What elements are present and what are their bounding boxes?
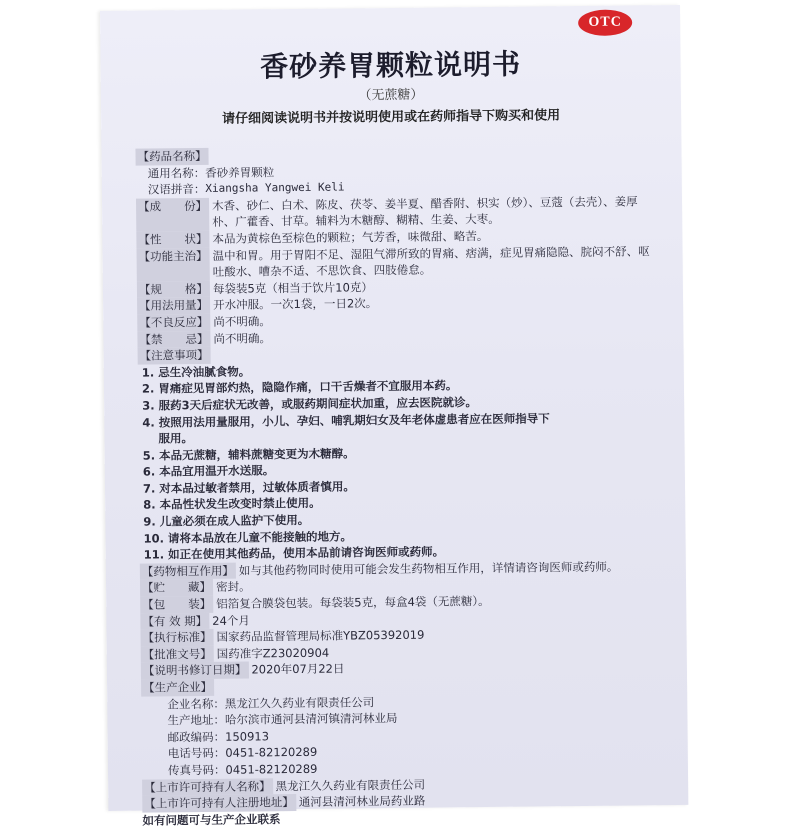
list-item: 6. 本品宜用温开水送服。 xyxy=(142,463,275,479)
section-value: 如与其他药物同时使用可能会发生药物相互作用，详情请咨询医师或药师。 xyxy=(238,559,619,578)
section-value: 开水冲服。一次1袋，一日2次。 xyxy=(213,296,378,313)
section-label: 【贮 藏】 xyxy=(140,579,213,596)
section-label: 【性 状】 xyxy=(136,231,209,248)
list-item: 4. 按照用法用量服用，小儿、孕妇、哺乳期妇女及年老体虚患者应在医师指导下 xyxy=(142,410,550,430)
section-label: 【生产企业】 xyxy=(141,679,214,696)
section-value: 通河县清河林业局药业路 xyxy=(298,793,426,810)
section-indications xyxy=(137,243,653,282)
section-value: 尚不明确。 xyxy=(213,330,272,346)
otc-badge: OTC xyxy=(578,9,632,36)
field-label: 生产地址： xyxy=(167,712,226,728)
section-value: 国家药品监督管理局标准YBZ05392019 xyxy=(216,627,425,645)
list-item: 7. 对本品过敏者禁用，过敏体质者慎用。 xyxy=(142,479,355,496)
section-label: 【禁 忌】 xyxy=(137,330,210,347)
section-label: 【有 效 期】 xyxy=(140,613,209,630)
usage-notice: 请仔细阅读说明书并按说明使用或在药师指导下购买和使用 xyxy=(222,108,561,127)
list-item: 5. 本品无蔗糖，辅料蔗糖变更为木糖醇。 xyxy=(142,446,355,463)
leaflet-body xyxy=(135,143,658,829)
list-item: 3. 服药3天后症状无改善，或服药期间症状加重，应去医院就诊。 xyxy=(142,395,478,413)
field-value: 香砂养胃颗粒 xyxy=(205,164,275,180)
footer-text: 如有问题可与生产企业联系 xyxy=(142,811,281,828)
section-label: 【包 装】 xyxy=(140,596,213,613)
section-label: 【注意事项】 xyxy=(138,347,211,364)
section-value: 国药准字Z23020904 xyxy=(216,645,330,661)
field-label: 传真号码： xyxy=(167,762,226,778)
list-item: 11. 如正在使用其他药品，使用本品前请咨询医师或药师。 xyxy=(143,544,445,562)
list-item-continuation: 服用。 xyxy=(158,431,194,446)
section-label: 【药物相互作用】 xyxy=(140,562,236,580)
list-item: 2. 胃痛症见胃部灼热，隐隐作痛，口干舌燥者不宜服用本药。 xyxy=(141,378,458,396)
page-title: 香砂养胃颗粒说明书 xyxy=(259,47,522,84)
list-item: 10. 请将本品放在儿童不能接触的地方。 xyxy=(143,529,352,546)
list-item: 9. 儿童必须在成人监护下使用。 xyxy=(143,512,310,529)
section-label: 【执行标准】 xyxy=(140,629,213,646)
list-item: 1. 忌生冷油腻食物。 xyxy=(141,364,251,380)
section-label: 【上市许可持有人注册地址】 xyxy=(142,794,296,812)
section-label: 【成 份】 xyxy=(136,198,209,232)
section-label: 【用法用量】 xyxy=(137,297,210,314)
section-value: 每袋装5克（相当于饮片10克） xyxy=(212,279,373,296)
field-value: 哈尔滨市通河县清河镇清河林业局 xyxy=(224,711,398,727)
section-value: 黑龙江久久药业有限责任公司 xyxy=(275,777,426,793)
field-label: 电话号码： xyxy=(167,746,226,761)
field-value: 0451-82120289 xyxy=(225,745,318,761)
section-label: 【不良反应】 xyxy=(137,314,210,331)
field-label: 邮政编码： xyxy=(167,729,226,745)
section-value: 木香、砂仁、白术、陈皮、茯苓、姜半夏、醋香附、枳实（炒）、豆蔻（去壳）、姜厚朴、广藿香、甘草。辅料为木糖醇、糊精、生姜、大枣。 xyxy=(211,194,638,230)
section-value: 24个月 xyxy=(212,613,250,628)
section-value: 密封。 xyxy=(215,579,251,595)
field-label: 企业名称： xyxy=(167,696,225,711)
field-value: 150913 xyxy=(225,729,270,744)
field-value: 0451-82120289 xyxy=(225,761,318,777)
section-value: 温中和胃。用于胃阳不足、湿阻气滞所致的胃痛、痞满，症见胃痛隐隐、脘闷不舒、呕吐酸水、嘈杂不适、不思饮食、四肢倦怠。 xyxy=(212,243,650,280)
section-label: 【规 格】 xyxy=(137,281,210,298)
section-label: 【说明书修订日期】 xyxy=(141,662,249,680)
section-label: 【批准文号】 xyxy=(141,646,214,663)
section-value: 本品为黄棕色至棕色的颗粒；气芳香，味微甜、略苦。 xyxy=(212,228,489,246)
field-label: 通用名称： xyxy=(147,165,206,181)
section-label: 【功能主治】 xyxy=(137,247,210,281)
section-value: 尚不明确。 xyxy=(213,314,271,329)
section-label: 【药品名称】 xyxy=(135,148,208,165)
field-label: 汉语拼音： xyxy=(147,182,206,197)
field-value: 黑龙江久久药业有限责任公司 xyxy=(224,694,375,711)
section-value: 2020年07月22日 xyxy=(251,661,345,677)
section-ingredients xyxy=(136,193,652,232)
leaflet-sheet xyxy=(100,5,688,828)
list-item: 8. 本品性状发生改变时禁止使用。 xyxy=(143,496,321,513)
field-value: Xiangsha Yangwei Keli xyxy=(205,180,345,196)
section-value: 铝箔复合膜袋包装。每袋装5克，每盒4袋（无蔗糖）。 xyxy=(216,594,490,611)
precautions-list xyxy=(138,359,656,564)
subtitle: （无蔗糖） xyxy=(358,87,424,104)
section-label: 【上市许可持有人名称】 xyxy=(142,778,273,796)
